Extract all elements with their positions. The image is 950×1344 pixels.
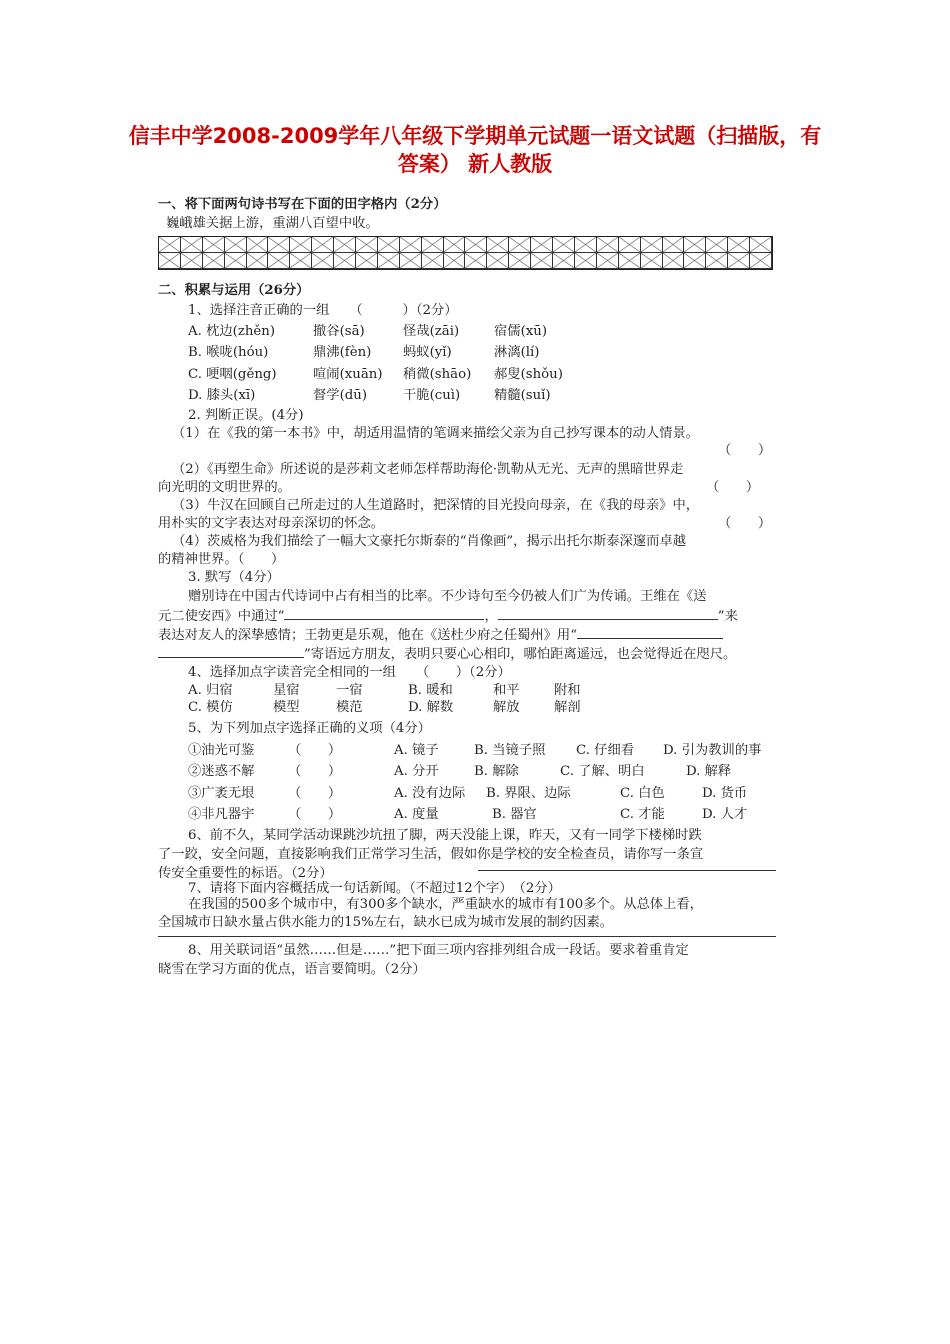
option-cell: 淋漓(lí): [494, 345, 540, 360]
scanned-exam-page: [158, 178, 780, 978]
tianzige-cell[interactable]: [706, 237, 728, 253]
option-cell: 督学(dū): [313, 388, 368, 403]
tianzige-cell[interactable]: [422, 253, 444, 269]
q5-cell: A. 镜子: [394, 743, 439, 758]
q3-line-1: 赠别诗在中国古代诗词中占有相当的比率。不少诗句至今仍被人们广为传诵。王维在《送: [188, 589, 707, 604]
tianzige-grid: [158, 236, 773, 270]
q5-cell: B. 界限、边际: [486, 786, 571, 801]
tianzige-cell[interactable]: [268, 237, 290, 253]
q5-cell: C. 了解、明白: [560, 764, 645, 779]
tianzige-cell[interactable]: [181, 253, 203, 269]
option-cell: D. 解数: [408, 700, 454, 715]
tianzige-cell[interactable]: [378, 253, 400, 269]
tianzige-cell[interactable]: [728, 253, 750, 269]
tianzige-cell[interactable]: [203, 253, 225, 269]
tianzige-cell[interactable]: [378, 237, 400, 253]
answer-blank[interactable]: [158, 643, 304, 658]
tianzige-cell[interactable]: [641, 237, 663, 253]
q5-cell: ①油光可鉴: [188, 743, 255, 758]
q4-stem: 4、选择加点字读音完全相同的一组 （ ）（2分）: [188, 665, 511, 680]
option-cell: 模范: [336, 700, 363, 715]
q2-item-1: （1）在《我的第一本书》中，胡适用温情的笔调来描绘父亲为自己抄写课本的动人情景。: [172, 426, 700, 441]
q2-stem: 2. 判断正误。(4分): [188, 408, 304, 423]
tianzige-cell[interactable]: [334, 253, 356, 269]
q8-line-1: 8、用关联词语“虽然……但是……”把下面三项内容排列组合成一段话。要求着重肯定: [188, 943, 689, 958]
tianzige-cell[interactable]: [487, 253, 509, 269]
q6-line-1: 6、前不久，某同学活动课跳沙坑扭了脚，两天没能上课，昨天，又有一同学下楼梯时跌: [188, 828, 702, 843]
q5-cell: A. 度量: [394, 807, 439, 822]
tianzige-cell[interactable]: [641, 253, 663, 269]
q2-item-2-blank: （ ）: [706, 480, 760, 495]
q5-cell: ③广袤无垠: [188, 786, 255, 801]
q2-item-1-blank: （ ）: [718, 443, 772, 458]
tianzige-cell[interactable]: [531, 253, 553, 269]
q5-cell: D. 货币: [702, 786, 748, 801]
answer-blank[interactable]: [284, 605, 484, 620]
tianzige-cell[interactable]: [619, 237, 641, 253]
q5-cell: ②迷惑不解: [188, 764, 255, 779]
tianzige-cell[interactable]: [444, 253, 466, 269]
tianzige-cell[interactable]: [356, 237, 378, 253]
q5-cell: B. 当镜子照: [474, 743, 546, 758]
tianzige-cell[interactable]: [575, 253, 597, 269]
option-cell: B. 喉咙(hóu): [188, 345, 269, 360]
q2-item-2b: 向光明的文明世界的。: [158, 480, 291, 495]
q5-cell: A. 没有边际: [394, 786, 466, 801]
poem-line: 巍峨雄关据上游，重湖八百望中收。: [166, 216, 379, 231]
q5-cell: C. 仔细看: [576, 743, 635, 758]
option-cell: 喧闹(xuān): [313, 367, 383, 382]
option-cell: 解剖: [554, 700, 581, 715]
tianzige-cell[interactable]: [290, 237, 312, 253]
option-cell: 怪哉(zāi): [403, 324, 460, 339]
tianzige-cell[interactable]: [225, 237, 247, 253]
option-cell: 宿儒(xū): [494, 324, 548, 339]
tianzige-cell[interactable]: [553, 253, 575, 269]
q5-cell: C. 才能: [620, 807, 665, 822]
tianzige-cell[interactable]: [465, 237, 487, 253]
tianzige-cell[interactable]: [290, 253, 312, 269]
tianzige-cell[interactable]: [334, 237, 356, 253]
option-cell: C. 模仿: [188, 700, 233, 715]
q7-line-1: 在我国的500多个城市中，有300多个缺水，严重缺水的城市有100多个。从总体上看，: [188, 897, 703, 912]
tianzige-cell[interactable]: [181, 237, 203, 253]
option-cell: D. 膝头(xī): [188, 388, 256, 403]
q5-cell: B. 器官: [492, 807, 537, 822]
answer-blank[interactable]: [498, 605, 718, 620]
q5-cell: ④非凡器宇: [188, 807, 255, 822]
section-1-heading: 一、将下面两句诗书写在下面的田字格内（2分）: [158, 197, 447, 212]
tianzige-cell[interactable]: [400, 253, 422, 269]
tianzige-cell[interactable]: [619, 253, 641, 269]
tianzige-cell[interactable]: [597, 253, 619, 269]
q5-cell: D. 引为教训的事: [663, 743, 762, 758]
q5-cell: D. 人才: [702, 807, 748, 822]
q2-item-3-blank: （ ）: [718, 516, 772, 531]
tianzige-cell[interactable]: [422, 237, 444, 253]
tianzige-cell[interactable]: [509, 237, 531, 253]
option-cell: A. 归宿: [188, 683, 233, 698]
q3-line-3-lead: 表达对友人的深挚感情；王勃更是乐观，他在《送杜少府之任蜀州》用“: [158, 628, 577, 643]
tianzige-cell[interactable]: [159, 237, 181, 253]
option-cell: 精髓(suǐ): [494, 388, 551, 403]
tianzige-cell[interactable]: [247, 237, 269, 253]
q2-item-2a: （2）《再塑生命》所述说的是莎莉文老师怎样帮助海伦·凯勒从无光、无声的黑暗世界走: [172, 462, 684, 477]
option-cell: 和平: [493, 683, 520, 698]
option-cell: B. 暖和: [408, 683, 453, 698]
tianzige-cell[interactable]: [159, 253, 181, 269]
option-cell: 一宿: [336, 683, 363, 698]
q2-item-4b: 的精神世界。（ ）: [158, 552, 285, 567]
tianzige-cell[interactable]: [684, 237, 706, 253]
option-cell: A. 枕边(zhěn): [188, 324, 276, 339]
q5-cell: （ ）: [288, 807, 342, 822]
tianzige-cell[interactable]: [684, 253, 706, 269]
q6-line-3: 传安全重要性的标语。（2分）: [158, 866, 333, 881]
tianzige-cell[interactable]: [575, 237, 597, 253]
tianzige-cell[interactable]: [663, 237, 685, 253]
tianzige-cell[interactable]: [728, 237, 750, 253]
q3-line-2-lead: 元二使安西》中通过“: [158, 609, 285, 624]
answer-blank[interactable]: [577, 624, 723, 639]
option-cell: 鼎沸(fèn): [313, 345, 372, 360]
tianzige-cell[interactable]: [553, 237, 575, 253]
option-cell: 稍微(shāo): [403, 367, 472, 382]
tianzige-cell[interactable]: [706, 253, 728, 269]
answer-line[interactable]: [158, 936, 776, 937]
option-cell: 蚂蚁(yǐ): [403, 345, 452, 360]
q5-cell: （ ）: [288, 764, 342, 779]
q5-cell: B. 解除: [474, 764, 519, 779]
q5-cell: D. 解释: [686, 764, 732, 779]
option-cell: 附和: [554, 683, 581, 698]
tianzige-cell[interactable]: [509, 253, 531, 269]
tianzige-cell[interactable]: [750, 253, 772, 269]
option-cell: 干脆(cuì): [403, 388, 461, 403]
tianzige-cell[interactable]: [531, 237, 553, 253]
option-cell: C. 哽咽(gěng): [188, 367, 277, 382]
q3-line-4-tail: ”寄语远方朋友，表明只要心心相印，哪怕距离遥远，也会觉得近在咫尺。: [304, 647, 737, 662]
option-cell: 星宿: [273, 683, 300, 698]
q5-cell: C. 白色: [620, 786, 665, 801]
section-2-heading: 二、积累与运用（26分）: [158, 283, 310, 298]
tianzige-cell[interactable]: [268, 253, 290, 269]
tianzige-cell[interactable]: [400, 237, 422, 253]
tianzige-cell[interactable]: [225, 253, 247, 269]
tianzige-cell[interactable]: [750, 237, 772, 253]
q5-stem: 5、为下列加点字选择正确的义项（4分）: [188, 721, 431, 736]
page-title: 信丰中学2008-2009学年八年级下学期单元试题一语文试题（扫描版，有答案） 新人教版: [128, 124, 822, 176]
tianzige-cell[interactable]: [203, 237, 225, 253]
tianzige-cell[interactable]: [465, 253, 487, 269]
q6-line-2: 了一跤，安全问题，直接影响我们正常学习生活，假如你是学校的安全检查员，请你写一条宣: [158, 847, 704, 862]
option-cell: 解放: [493, 700, 520, 715]
option-cell: 郝叟(shǒu): [494, 367, 563, 382]
q7-line-2: 全国城市日缺水量占供水能力的15%左右，缺水已成为城市发展的制约因素。: [158, 915, 614, 930]
q8-line-2: 晓雪在学习方面的优点，语言要简明。（2分）: [158, 962, 426, 977]
q1-stem: 1、选择注音正确的一组 （ ）（2分）: [188, 303, 458, 318]
tianzige-cell[interactable]: [312, 253, 334, 269]
answer-line[interactable]: [478, 870, 776, 871]
q2-item-4a: （4）茨威格为我们描绘了一幅大文豪托尔斯泰的“肖像画”，揭示出托尔斯泰深邃而卓越: [172, 534, 687, 549]
q5-cell: （ ）: [288, 786, 342, 801]
q5-cell: （ ）: [288, 743, 342, 758]
q3-comma: ，: [484, 609, 498, 624]
q3-stem: 3. 默写（4分）: [188, 570, 280, 585]
option-cell: 撤谷(sā): [313, 324, 365, 339]
tianzige-cell[interactable]: [312, 237, 334, 253]
q3-line-2-tail: ”来: [717, 609, 738, 624]
tianzige-cell[interactable]: [247, 253, 269, 269]
option-cell: 模型: [273, 700, 300, 715]
q5-cell: A. 分开: [394, 764, 439, 779]
q7-stem: 7、请将下面内容概括成一句话新闻。（不超过12个字） （2分）: [188, 881, 561, 896]
tianzige-cell[interactable]: [444, 237, 466, 253]
tianzige-cell[interactable]: [487, 237, 509, 253]
tianzige-cell[interactable]: [597, 237, 619, 253]
q2-item-3b: 用朴实的文字表达对母亲深切的怀念。: [158, 516, 385, 531]
q2-item-3a: （3）牛汉在回顾自己所走过的人生道路时，把深情的目光投向母亲，在《我的母亲》中，: [172, 498, 700, 513]
tianzige-cell[interactable]: [356, 253, 378, 269]
tianzige-cell[interactable]: [663, 253, 685, 269]
